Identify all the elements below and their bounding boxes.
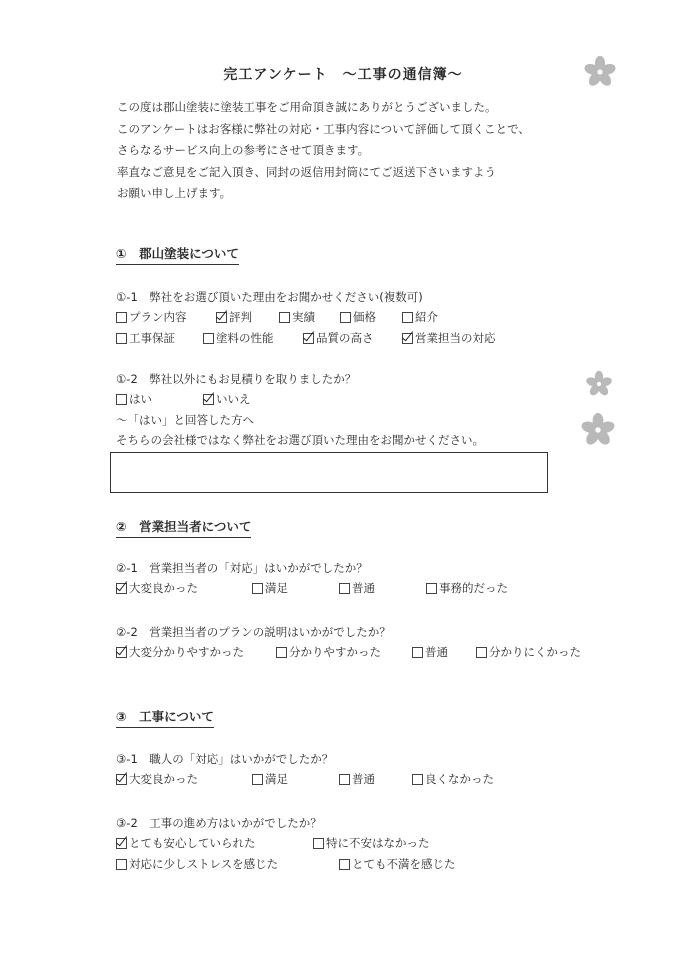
- checkbox-icon[interactable]: [476, 647, 487, 658]
- checkbox-icon[interactable]: [412, 647, 423, 658]
- question-1-1: ①-1 弊社をお選び頂いた理由をお聞かせください(複数可): [116, 290, 423, 304]
- checkbox-icon[interactable]: [339, 859, 350, 870]
- checkbox-icon[interactable]: [203, 394, 214, 405]
- option-very-clear[interactable]: 大変分かりやすかった: [116, 644, 244, 660]
- sakura-flower-icon: [580, 412, 616, 448]
- option-satisfied[interactable]: 満足: [252, 580, 288, 596]
- followup-question: そちらの会社様ではなく弊社をお選び頂いた理由をお聞かせください。: [116, 433, 484, 447]
- option-average[interactable]: 普通: [412, 644, 448, 660]
- checkbox-icon[interactable]: [116, 647, 127, 658]
- section-heading-construction: ③ 工事について: [116, 707, 214, 728]
- option-yes[interactable]: はい: [116, 391, 152, 407]
- checkbox-icon[interactable]: [252, 774, 263, 785]
- intro-line: お願い申し上げます。: [117, 186, 232, 200]
- checkbox-icon[interactable]: [339, 583, 350, 594]
- question-3-2: ③-2 工事の進め方はいかがでしたか？: [116, 816, 322, 830]
- section-heading-sales: ② 営業担当者について: [116, 517, 251, 538]
- checkbox-icon[interactable]: [426, 583, 437, 594]
- option-plan-content[interactable]: プラン内容: [116, 309, 187, 325]
- checkbox-icon[interactable]: [116, 333, 127, 344]
- intro-text: [117, 97, 597, 205]
- checkbox-icon[interactable]: [116, 312, 127, 323]
- option-track-record[interactable]: 実績: [279, 309, 315, 325]
- option-row: [116, 771, 596, 789]
- option-very-good[interactable]: 大変良かった: [116, 580, 198, 596]
- checkbox-icon[interactable]: [402, 333, 413, 344]
- section-heading-company: ① 郡山塗装について: [116, 244, 239, 265]
- option-very-reassured[interactable]: とても安心していられた: [116, 835, 256, 851]
- question-3-1: ③-1 職人の「対応」はいかがでしたか？: [116, 752, 334, 766]
- question-2-2: ②-2 営業担当者のプランの説明はいかがでしたか？: [116, 625, 391, 639]
- checkbox-icon[interactable]: [412, 774, 423, 785]
- checkbox-icon[interactable]: [402, 312, 413, 323]
- option-quality[interactable]: 品質の高さ: [303, 330, 374, 346]
- option-average[interactable]: 普通: [339, 771, 375, 787]
- option-row: [116, 391, 416, 409]
- option-no-anxiety[interactable]: 特に不安はなかった: [313, 835, 430, 851]
- option-clear[interactable]: 分かりやすかった: [276, 644, 381, 660]
- checkbox-icon[interactable]: [216, 312, 227, 323]
- checkbox-icon[interactable]: [116, 394, 127, 405]
- checkbox-icon[interactable]: [116, 859, 127, 870]
- option-average[interactable]: 普通: [339, 580, 375, 596]
- intro-line: 率直なご意見をご記入頂き、同封の返信用封筒にてご返送下さいますよう: [117, 164, 497, 179]
- option-referral[interactable]: 紹介: [402, 309, 438, 325]
- followup-note: ～「はい」と回答した方へ: [116, 413, 254, 427]
- option-price[interactable]: 価格: [340, 309, 376, 325]
- checkbox-icon[interactable]: [340, 312, 351, 323]
- option-very-dissatisfied[interactable]: とても不満を感じた: [339, 856, 456, 872]
- option-satisfied[interactable]: 満足: [252, 771, 288, 787]
- option-reputation[interactable]: 評判: [216, 309, 252, 325]
- question-1-2: ①-2 弊社以外にもお見積りを取りましたか？: [116, 372, 357, 386]
- page-title: 完工アンケート ～工事の通信簿～: [223, 67, 463, 83]
- intro-line: このアンケートはお客様に弊社の対応・工事内容について評価して頂くことで、: [117, 121, 530, 136]
- checkbox-icon[interactable]: [116, 774, 127, 785]
- option-unclear[interactable]: 分かりにくかった: [476, 644, 581, 660]
- checkbox-icon[interactable]: [339, 774, 350, 785]
- option-sales-response[interactable]: 営業担当の対応: [402, 330, 496, 346]
- checkbox-icon[interactable]: [303, 333, 314, 344]
- option-warranty[interactable]: 工事保証: [116, 330, 175, 346]
- option-not-good[interactable]: 良くなかった: [412, 771, 494, 787]
- checkbox-icon[interactable]: [276, 647, 287, 658]
- option-very-good[interactable]: 大変良かった: [116, 771, 198, 787]
- option-row: [116, 835, 596, 853]
- option-some-stress[interactable]: 対応に少しストレスを感じた: [116, 856, 278, 872]
- sakura-flower-icon: [585, 370, 613, 398]
- option-row: [116, 330, 596, 348]
- checkbox-icon[interactable]: [313, 838, 324, 849]
- option-row: [116, 856, 596, 874]
- option-businesslike[interactable]: 事務的だった: [426, 580, 508, 596]
- option-row: [116, 580, 596, 598]
- option-no[interactable]: いいえ: [203, 391, 251, 407]
- option-paint-performance[interactable]: 塗料の性能: [203, 330, 274, 346]
- option-row: [116, 644, 596, 662]
- intro-line: この度は郡山塗装に塗装工事をご用命頂き誠にありがとうございました。: [117, 100, 497, 114]
- checkbox-icon[interactable]: [279, 312, 290, 323]
- intro-line: さらなるサービス向上の参考にさせて頂きます。: [117, 143, 370, 157]
- question-2-1: ②-1 営業担当者の「対応」はいかがでしたか？: [116, 561, 368, 575]
- reason-answer-field[interactable]: [110, 452, 548, 493]
- option-row: [116, 309, 596, 327]
- checkbox-icon[interactable]: [252, 583, 263, 594]
- checkbox-icon[interactable]: [203, 333, 214, 344]
- checkbox-icon[interactable]: [116, 838, 127, 849]
- checkbox-icon[interactable]: [116, 583, 127, 594]
